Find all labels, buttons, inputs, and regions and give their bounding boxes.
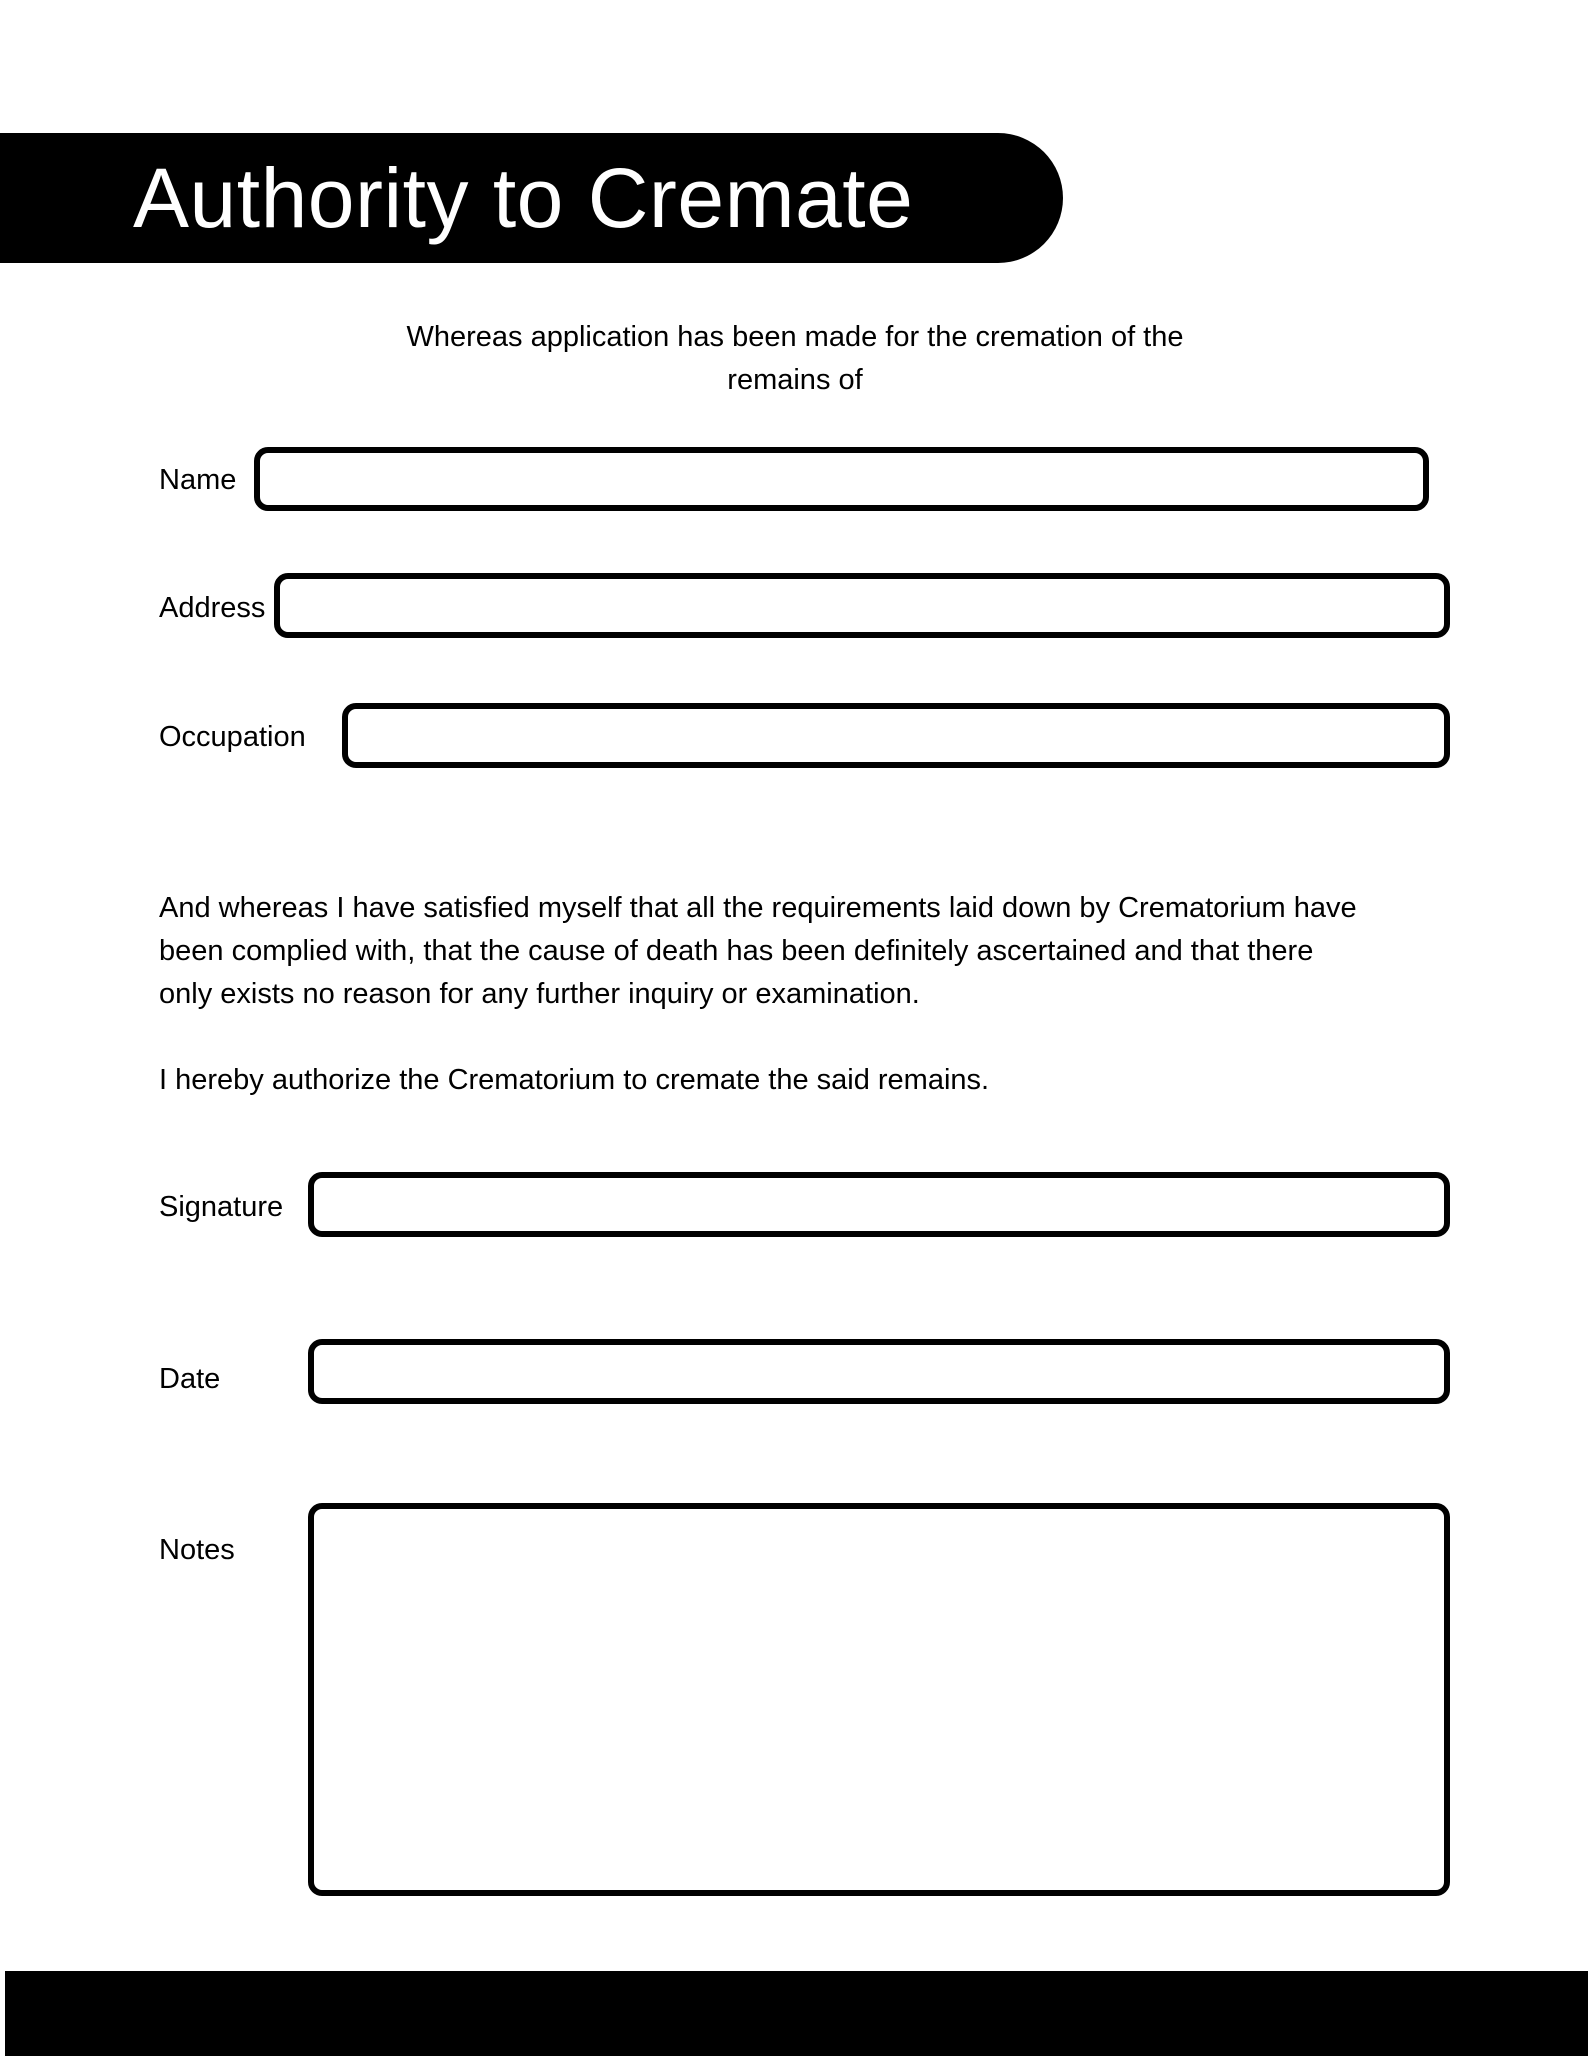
name-field[interactable] <box>254 447 1429 511</box>
declaration-paragraph <box>159 887 1449 1016</box>
signature-field[interactable] <box>308 1172 1450 1237</box>
footer-bar <box>5 1971 1588 2056</box>
authorization-statement: I hereby authorize the Crematorium to cremate the said remains. <box>159 1064 990 1096</box>
declaration-line-3: only exists no reason for any further inquiry or examination. <box>159 978 920 1010</box>
notes-textarea[interactable] <box>308 1503 1450 1896</box>
occupation-field[interactable] <box>342 703 1450 768</box>
declaration-line-1: And whereas I have satisfied myself that all the requirements laid down by Crematorium have <box>159 892 1357 924</box>
intro-line-2: remains of <box>727 364 863 396</box>
notes-label: Notes <box>159 1534 235 1566</box>
occupation-label: Occupation <box>159 721 306 753</box>
intro-text <box>360 316 1230 402</box>
title-banner <box>0 133 1063 263</box>
page-title: Authority to Cremate <box>133 151 914 245</box>
address-field[interactable] <box>274 573 1450 638</box>
intro-line-1: Whereas application has been made for the cremation of the <box>406 321 1184 353</box>
address-label: Address <box>159 592 266 624</box>
date-label: Date <box>159 1363 221 1395</box>
signature-label: Signature <box>159 1191 284 1223</box>
declaration-line-2: been complied with, that the cause of death has been definitely ascertained and that there <box>159 935 1314 967</box>
date-field[interactable] <box>308 1339 1450 1404</box>
name-label: Name <box>159 464 237 496</box>
